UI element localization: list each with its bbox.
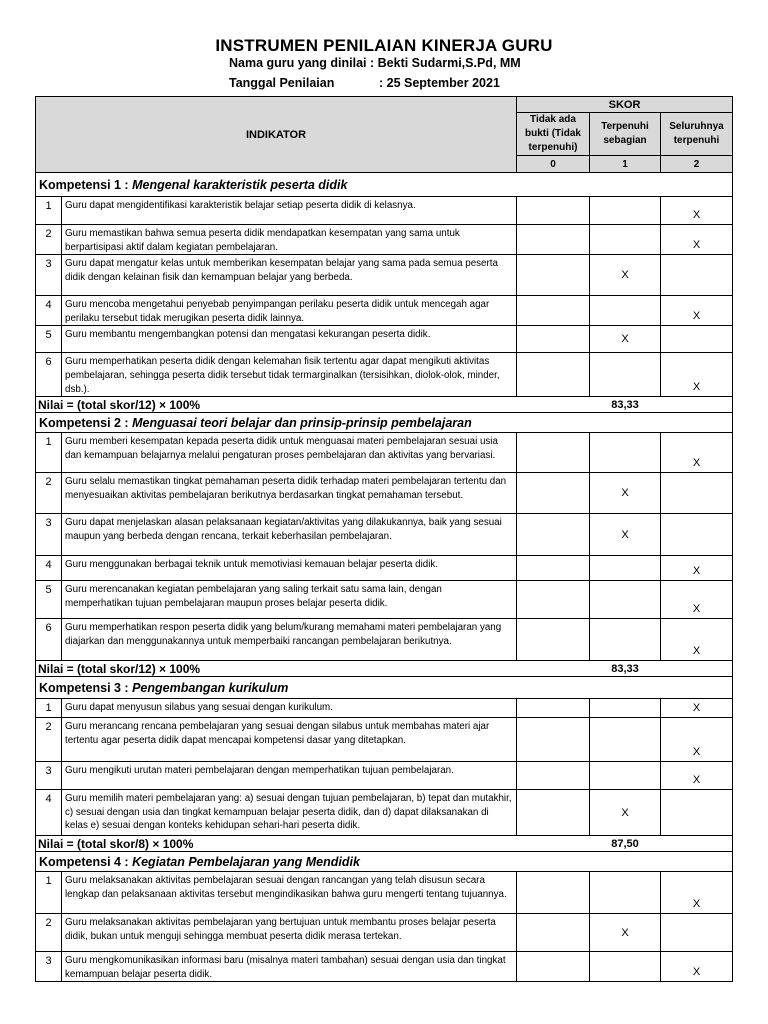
skor-header: SKOR (517, 97, 733, 113)
indicator-number: 3 (36, 762, 62, 790)
score-cell-1 (590, 699, 661, 718)
score-mark: X (621, 269, 629, 282)
competency-title (36, 413, 733, 433)
score-cell-0 (517, 718, 590, 762)
score-cell-2 (661, 581, 733, 619)
score-cell-1 (590, 473, 661, 514)
score-cell-0 (517, 581, 590, 619)
indicator-row (36, 514, 733, 556)
score-cell-0 (517, 556, 590, 581)
indikator-header: INDIKATOR (36, 97, 517, 173)
competency-name: Pengembangan kurikulum (132, 680, 289, 695)
indicator-row (36, 762, 733, 790)
indicator-text: Guru melaksanakan aktivitas pembelajaran sesuai dengan rancangan yang telah disusun secara lengkap dan pelaksanaan aktivitas tersebut mengindikasikan bahwa guru mengerti tentang tujuannya. (62, 872, 517, 914)
indicator-number: 2 (36, 225, 62, 255)
score-cell-0 (517, 914, 590, 952)
indicator-text: Guru memperhatikan peserta didik dengan kelemahan fisik tertentu agar dapat mengikuti aktivitas pembelajaran, sehingga peserta didik tersebut tidak termarginalkan (tersisihkan, diolok-olok, minder, dsb.). (62, 353, 517, 397)
indicator-text: Guru membantu mengembangkan potensi dan mengatasi kekurangan peserta didik. (62, 326, 517, 353)
indicator-number: 3 (36, 255, 62, 296)
score-mark: X (692, 565, 701, 578)
score-cell-1 (590, 326, 661, 353)
indicator-row (36, 473, 733, 514)
indicator-text: Guru dapat mengatur kelas untuk memberikan kesempatan belajar yang sama pada semua peserta didik dengan kelainan fisik dan kemampuan belajar yang berbeda. (62, 255, 517, 296)
score-cell-2 (661, 225, 733, 255)
nilai-spacer (517, 661, 590, 677)
indicator-row (36, 556, 733, 581)
indicator-row (36, 872, 733, 914)
score-cell-0 (517, 790, 590, 836)
score-cell-0 (517, 353, 590, 397)
score-cell-2 (661, 762, 733, 790)
score-cell-0 (517, 473, 590, 514)
score-mark: X (692, 702, 701, 715)
indicator-row (36, 197, 733, 225)
indicator-text: Guru memastikan bahwa semua peserta didik mendapatkan kesempatan yang sama untuk berpartisipasi aktif dalam kegiatan pembelajaran. (62, 225, 517, 255)
score-mark: X (621, 806, 629, 819)
score-cell-2 (661, 872, 733, 914)
nilai-label: Nilai = (total skor/12) × 100% (36, 397, 517, 413)
score-cell-0 (517, 326, 590, 353)
score-cell-2 (661, 473, 733, 514)
indicator-number: 5 (36, 581, 62, 619)
indicator-row (36, 353, 733, 397)
competency-prefix: Kompetensi 4 : (39, 854, 133, 869)
indicator-number: 4 (36, 556, 62, 581)
indicator-number: 3 (36, 514, 62, 556)
teacher-name-line: Nama guru yang dinilai : Bekti Sudarmi,S.Pd, MM (229, 56, 521, 70)
score-1-value: 1 (590, 156, 661, 173)
nilai-spacer (517, 836, 590, 852)
competency-title (36, 173, 733, 197)
indicator-number: 1 (36, 433, 62, 473)
indicator-row (36, 225, 733, 255)
score-cell-2 (661, 514, 733, 556)
indicator-row (36, 255, 733, 296)
score-mark: X (692, 381, 701, 394)
score-cell-0 (517, 762, 590, 790)
indicator-number: 3 (36, 952, 62, 982)
score-mark: X (621, 333, 629, 346)
score-cell-1 (590, 255, 661, 296)
competency-prefix: Kompetensi 1 : (39, 177, 133, 192)
score-2-value: 2 (661, 156, 733, 173)
competency-title (36, 677, 733, 699)
score-cell-1 (590, 762, 661, 790)
nilai-spacer (661, 661, 733, 677)
nilai-spacer (661, 836, 733, 852)
indicator-text: Guru dapat mengidentifikasi karakteristik belajar setiap peserta didik di kelasnya. (62, 197, 517, 225)
score-cell-1 (590, 296, 661, 326)
indicator-row (36, 914, 733, 952)
indicator-text: Guru dapat menyusun silabus yang sesuai dengan kurikulum. (62, 699, 517, 718)
indicator-number: 5 (36, 326, 62, 353)
score-cell-1 (590, 556, 661, 581)
score-mark: X (692, 209, 701, 221)
nilai-value: 83,33 (590, 661, 661, 677)
document-title: INSTRUMEN PENILAIAN KINERJA GURU (215, 36, 553, 55)
score-mark: X (692, 898, 701, 911)
nilai-value: 87,50 (590, 836, 661, 852)
score-cell-0 (517, 225, 590, 255)
competency-name: Kegiatan Pembelajaran yang Mendidik (132, 854, 360, 869)
indicator-number: 4 (36, 296, 62, 326)
score-mark: X (692, 603, 701, 616)
indicator-row (36, 952, 733, 982)
score-mark: X (692, 457, 701, 470)
score-cell-2 (661, 197, 733, 225)
nilai-row (36, 397, 733, 413)
indicator-number: 1 (36, 699, 62, 718)
score-cell-2 (661, 952, 733, 982)
nilai-row (36, 661, 733, 677)
score-cell-2 (661, 556, 733, 581)
nilai-spacer (517, 397, 590, 413)
competency-name: Menguasai teori belajar dan prinsip-prinsip pembelajaran (132, 415, 472, 430)
indicator-text: Guru menggunakan berbagai teknik untuk memotiviasi kemauan belajar peserta didik. (62, 556, 517, 581)
score-0-value: 0 (517, 156, 590, 173)
score-mark: X (621, 528, 629, 541)
indicator-text: Guru merencanakan kegiatan pembelajaran yang saling terkait satu sama lain, dengan memperhatikan tujuan pembelajaran maupun proses belajar peserta didik. (62, 581, 517, 619)
indicator-text: Guru selalu memastikan tingkat pemahaman peserta didik terhadap materi pembelajaran tertentu dan menyesuaikan aktivitas pembelajaran berikutnya berdasarkan tingkat pemahaman tersebut. (62, 473, 517, 514)
assessment-table (35, 96, 733, 982)
score-0-header: Tidak ada bukti (Tidak terpenuhi) (517, 113, 590, 156)
score-cell-2 (661, 699, 733, 718)
indicator-text: Guru melaksanakan aktivitas pembelajaran yang bertujuan untuk membantu proses belajar peserta didik, bukan untuk menguji sehingga membuat peserta didik merasa tertekan. (62, 914, 517, 952)
competency-prefix: Kompetensi 2 : (39, 415, 133, 430)
score-cell-1 (590, 619, 661, 661)
score-cell-2 (661, 619, 733, 661)
score-cell-2 (661, 790, 733, 836)
score-cell-2 (661, 433, 733, 473)
score-cell-0 (517, 952, 590, 982)
score-cell-0 (517, 296, 590, 326)
indicator-row (36, 296, 733, 326)
score-cell-2 (661, 255, 733, 296)
assessment-date-label: Tanggal Penilaian (229, 76, 335, 90)
score-mark: X (621, 926, 629, 939)
score-mark: X (692, 239, 701, 252)
indicator-row (36, 581, 733, 619)
score-cell-0 (517, 514, 590, 556)
nilai-value: 83,33 (590, 397, 661, 413)
indicator-row (36, 790, 733, 836)
score-cell-1 (590, 952, 661, 982)
indicator-text: Guru memperhatikan respon peserta didik yang belum/kurang memahami materi pembelajaran yang diajarkan dan menggunakannya untuk memperbaiki rancangan pembelajaran berikutnya. (62, 619, 517, 661)
indicator-number: 6 (36, 353, 62, 397)
score-cell-1 (590, 914, 661, 952)
indicator-number: 2 (36, 718, 62, 762)
score-cell-0 (517, 433, 590, 473)
score-cell-1 (590, 872, 661, 914)
score-cell-0 (517, 872, 590, 914)
score-cell-2 (661, 326, 733, 353)
score-cell-1 (590, 197, 661, 225)
competency-title (36, 852, 733, 872)
score-mark: X (692, 310, 701, 323)
score-cell-1 (590, 353, 661, 397)
competency-prefix: Kompetensi 3 : (39, 680, 133, 695)
indicator-row (36, 619, 733, 661)
score-mark: X (692, 746, 701, 759)
score-cell-1 (590, 514, 661, 556)
score-cell-1 (590, 225, 661, 255)
indicator-text: Guru dapat menjelaskan alasan pelaksanaan kegiatan/aktivitas yang dilakukannya, baik yang sesuai maupun yang berbeda dengan rencana, terkait keberhasilan pembelajaran. (62, 514, 517, 556)
indicator-row (36, 718, 733, 762)
indicator-number: 6 (36, 619, 62, 661)
indicator-text: Guru mengikuti urutan materi pembelajaran dengan memperhatikan tujuan pembelajaran. (62, 762, 517, 790)
score-mark: X (692, 774, 701, 787)
indicator-row (36, 699, 733, 718)
assessment-date-value: : 25 September 2021 (379, 76, 500, 90)
indicator-number: 4 (36, 790, 62, 836)
score-cell-0 (517, 619, 590, 661)
score-cell-0 (517, 255, 590, 296)
score-cell-2 (661, 914, 733, 952)
indicator-number: 2 (36, 473, 62, 514)
indicator-text: Guru mencoba mengetahui penyebab penyimpangan perilaku peserta didik untuk mencegah agar perilaku tersebut tidak merugikan peserta didik lainnya. (62, 296, 517, 326)
score-mark: X (692, 966, 701, 979)
indicator-number: 2 (36, 914, 62, 952)
score-1-header: Terpenuhi sebagian (590, 113, 661, 156)
indicator-text: Guru memberi kesempatan kepada peserta didik untuk menguasai materi pembelajaran sesuai usia dan kemampuan belajarnya melalui pengaturan proses pembelajaran dan aktivitas yang bervariasi. (62, 433, 517, 473)
indicator-number: 1 (36, 872, 62, 914)
indicator-number: 1 (36, 197, 62, 225)
score-cell-1 (590, 581, 661, 619)
competency-name: Mengenal karakteristik peserta didik (132, 177, 348, 192)
score-cell-0 (517, 197, 590, 225)
score-cell-0 (517, 699, 590, 718)
nilai-label: Nilai = (total skor/12) × 100% (36, 661, 517, 677)
nilai-spacer (661, 397, 733, 413)
score-mark: X (692, 645, 701, 658)
indicator-text: Guru memilih materi pembelajaran yang: a) sesuai dengan tujuan pembelajaran, b) tepat dan mutakhir, c) sesuai dengan usia dan tingkat kemampuan belajar peserta didik, dan d) dapat dilaksanakan di kelas e) sesuai dengan konteks kehidupan sehari-hari peserta didik. (62, 790, 517, 836)
indicator-row (36, 433, 733, 473)
nilai-row (36, 836, 733, 852)
score-mark: X (621, 487, 629, 500)
nilai-label: Nilai = (total skor/8) × 100% (36, 836, 517, 852)
score-2-header: Seluruhnya terpenuhi (661, 113, 733, 156)
indicator-text: Guru merancang rencana pembelajaran yang sesuai dengan silabus untuk membahas materi ajar tertentu agar peserta didik dapat mencapai kompetensi dasar yang ditetapkan. (62, 718, 517, 762)
score-cell-2 (661, 353, 733, 397)
indicator-row (36, 326, 733, 353)
score-cell-2 (661, 718, 733, 762)
score-cell-1 (590, 718, 661, 762)
score-cell-1 (590, 433, 661, 473)
indicator-text: Guru mengkomunikasikan informasi baru (misalnya materi tambahan) sesuai dengan usia dan tingkat kemampuan belajar peserta didik. (62, 952, 517, 982)
score-cell-1 (590, 790, 661, 836)
score-cell-2 (661, 296, 733, 326)
